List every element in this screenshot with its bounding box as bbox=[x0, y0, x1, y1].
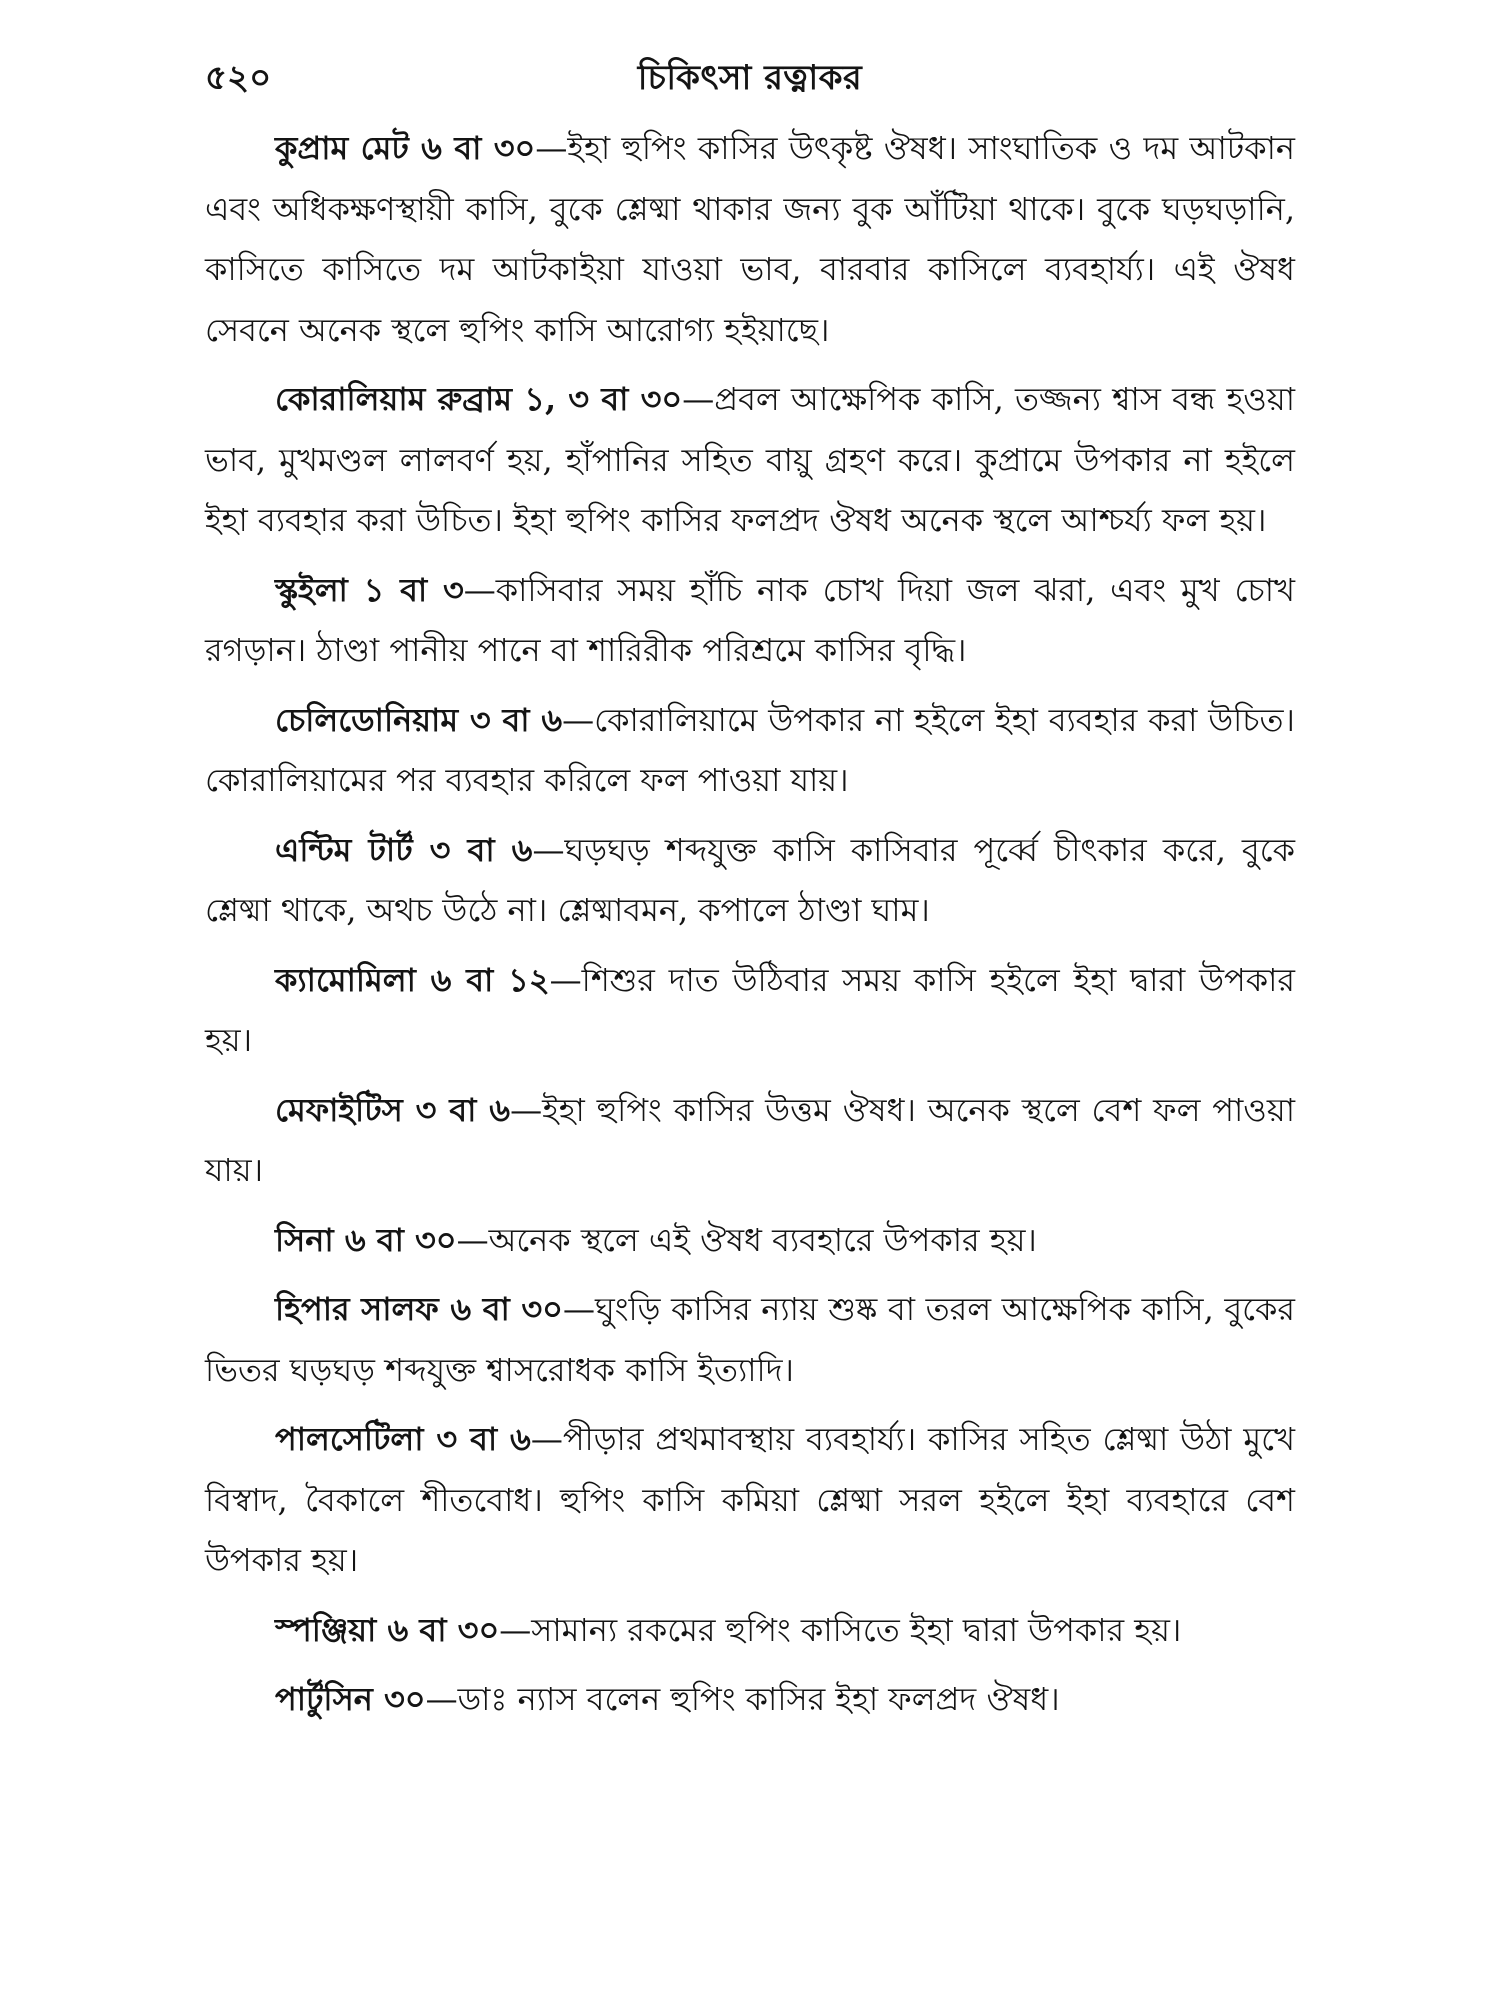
page-body bbox=[205, 118, 1295, 1730]
remedy-entry-mephitis bbox=[205, 1080, 1295, 1201]
remedy-entry-cina bbox=[205, 1210, 1295, 1271]
remedy-entry-pertussin bbox=[205, 1669, 1295, 1730]
remedy-name: মেফাইটিস ৩ বা ৬ bbox=[275, 1090, 511, 1129]
remedy-name: কুপ্রাম মেট ৬ বা ৩০ bbox=[275, 129, 536, 167]
remedy-name: কোরালিয়াম রুব্রাম ১, ৩ বা ৩০ bbox=[275, 380, 683, 418]
remedy-description: —প্রবল আক্ষেপিক কাসি, তজ্জন্য শ্বাস বন্ধ হওয়া ভাব, মুখমণ্ডল লালবর্ণ হয়, হাঁপানির সহিত বায়ু গ্রহণ করে। কুপ্রামে উপকার না হইলে ইহা ব্যবহার করা উচিত। ইহা হুপিং কাসির ফলপ্রদ ঔষধ অনেক স্থলে আশ্চর্য্য ফল হয়। bbox=[205, 380, 1295, 539]
remedy-entry-chamomilla bbox=[205, 950, 1295, 1071]
remedy-name: পালসেটিলা ৩ বা ৬ bbox=[275, 1420, 531, 1458]
remedy-name: চেলিডোনিয়াম ৩ বা ৬ bbox=[275, 700, 563, 739]
remedy-description: —ইহা হুপিং কাসির উত্তম ঔষধ। অনেক স্থলে বেশ ফল পাওয়া যায়। bbox=[205, 1090, 1295, 1189]
remedy-description: —অনেক স্থলে এই ঔষধ ব্যবহারে উপকার হয়। bbox=[456, 1220, 1037, 1259]
remedy-description: —ঘড়ঘড় শব্দযুক্ত কাসি কাসিবার পূর্ব্বে চীৎকার করে, বুকে শ্লেষ্মা থাকে, অথচ উঠে না। শ্লেষ্মাবমন, কপালে ঠাণ্ডা ঘাম। bbox=[205, 830, 1295, 929]
remedy-name: পার্টুসিন ৩০ bbox=[275, 1680, 426, 1718]
remedy-name: হিপার সালফ ৬ বা ৩০ bbox=[275, 1290, 563, 1328]
remedy-description: —কাসিবার সময় হাঁচি নাক চোখ দিয়া জল ঝরা, এবং মুখ চোখ রগড়ান। ঠাণ্ডা পানীয় পানে বা শারিরীক পরিশ্রমে কাসির বৃদ্ধি। bbox=[205, 570, 1295, 669]
page-header bbox=[205, 52, 1295, 108]
remedy-name: স্কুইলা ১ বা ৩ bbox=[275, 570, 464, 609]
remedy-name: এন্টিম টার্ট ৩ বা ৬ bbox=[275, 830, 533, 869]
remedy-description: —কোরালিয়ামে উপকার না হইলে ইহা ব্যবহার করা উচিত। কোরালিয়ামের পর ব্যবহার করিলে ফল পাওয়া যায়। bbox=[205, 700, 1295, 799]
remedy-entry-pulsatilla bbox=[205, 1409, 1295, 1591]
remedy-entry-spongia bbox=[205, 1600, 1295, 1661]
book-title: চিকিৎসা রত্নাকর bbox=[637, 58, 863, 98]
remedy-entry-squilla bbox=[205, 560, 1295, 681]
remedy-description: —ইহা হুপিং কাসির উৎকৃষ্ট ঔষধ। সাংঘাতিক ও দম আটকান এবং অধিকক্ষণস্থায়ী কাসি, বুকে শ্লেষ্মা থাকার জন্য বুক আঁটিয়া থাকে। বুকে ঘড়ঘড়ানি, কাসিতে কাসিতে দম আটকাইয়া যাওয়া ভাব, বারবার কাসিলে ব্যবহার্য্য। এই ঔষধ সেবনে অনেক স্থলে হুপিং কাসি আরোগ্য হইয়াছে। bbox=[205, 129, 1295, 349]
remedy-description: —ঘুংড়ি কাসির ন্যায় শুষ্ক বা তরল আক্ষেপিক কাসি, বুকের ভিতর ঘড়ঘড় শব্দযুক্ত শ্বাসরোধক কাসি ইত্যাদি। bbox=[205, 1290, 1295, 1389]
remedy-description: —ডাঃ ন্যাস বলেন হুপিং কাসির ইহা ফলপ্রদ ঔষধ। bbox=[425, 1680, 1060, 1718]
remedy-entry-chelidonium bbox=[205, 690, 1295, 811]
remedy-name: সিনা ৬ বা ৩০ bbox=[275, 1220, 457, 1259]
remedy-entry-corallium-rubrum bbox=[205, 369, 1295, 551]
page-number: ৫২০ bbox=[205, 58, 272, 98]
remedy-description: —সামান্য রকমের হুপিং কাসিতে ইহা দ্বারা উপকার হয়। bbox=[499, 1610, 1182, 1649]
remedy-entry-cuprum-met bbox=[205, 118, 1295, 360]
remedy-entry-antim-tart bbox=[205, 820, 1295, 941]
remedy-description: —শিশুর দাত উঠিবার সময় কাসি হইলে ইহা দ্বারা উপকার হয়। bbox=[205, 960, 1295, 1059]
remedy-description: —পীড়ার প্রথমাবস্থায় ব্যবহার্য্য। কাসির সহিত শ্লেষ্মা উঠা মুখে বিস্বাদ, বৈকালে শীতবোধ। হুপিং কাসি কমিয়া শ্লেষ্মা সরল হইলে ইহা ব্যবহারে বেশ উপকার হয়। bbox=[205, 1420, 1295, 1579]
remedy-name: স্পঞ্জিয়া ৬ বা ৩০ bbox=[275, 1610, 500, 1649]
remedy-entry-hepar-sulph bbox=[205, 1279, 1295, 1400]
remedy-name: ক্যামোমিলা ৬ বা ১২ bbox=[275, 960, 550, 999]
